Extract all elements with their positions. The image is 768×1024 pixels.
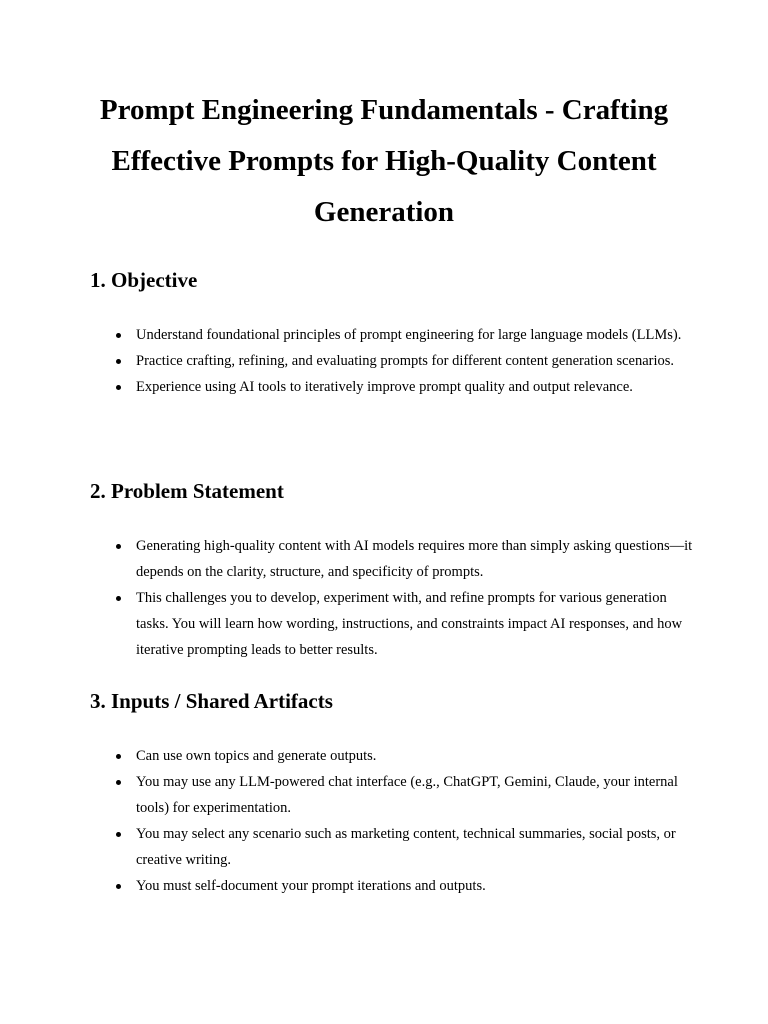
list-item: Practice crafting, refining, and evaluating prompts for different content generation scenarios. [136, 348, 696, 374]
list-item: You may use any LLM-powered chat interface (e.g., ChatGPT, Gemini, Claude, your internal tools) for experimentation. [136, 769, 696, 821]
list-item: You must self-document your prompt iterations and outputs. [136, 873, 696, 899]
problem-statement-list [136, 533, 696, 663]
section-heading-inputs: 3. Inputs / Shared Artifacts [90, 689, 333, 713]
section-heading-objective: 1. Objective [90, 268, 198, 292]
list-item: You may select any scenario such as marketing content, technical summaries, social posts, or creative writing. [136, 821, 696, 873]
inputs-list [136, 743, 696, 899]
section-heading-problem-statement: 2. Problem Statement [90, 479, 284, 503]
document-title: Prompt Engineering Fundamentals - Crafting Effective Prompts for High-Quality Content Generation [99, 94, 669, 228]
list-item: Understand foundational principles of prompt engineering for large language models (LLMs). [136, 322, 696, 348]
list-item: This challenges you to develop, experiment with, and refine prompts for various generation tasks. You will learn how wording, instructions, and constraints impact AI responses, and how iterative prompting leads to better results. [136, 585, 696, 663]
list-item: Can use own topics and generate outputs. [136, 743, 696, 769]
objective-list [136, 322, 696, 400]
list-item: Generating high-quality content with AI models requires more than simply asking questions—it depends on the clarity, structure, and specificity of prompts. [136, 533, 696, 585]
list-item: Experience using AI tools to iteratively improve prompt quality and output relevance. [136, 374, 696, 400]
